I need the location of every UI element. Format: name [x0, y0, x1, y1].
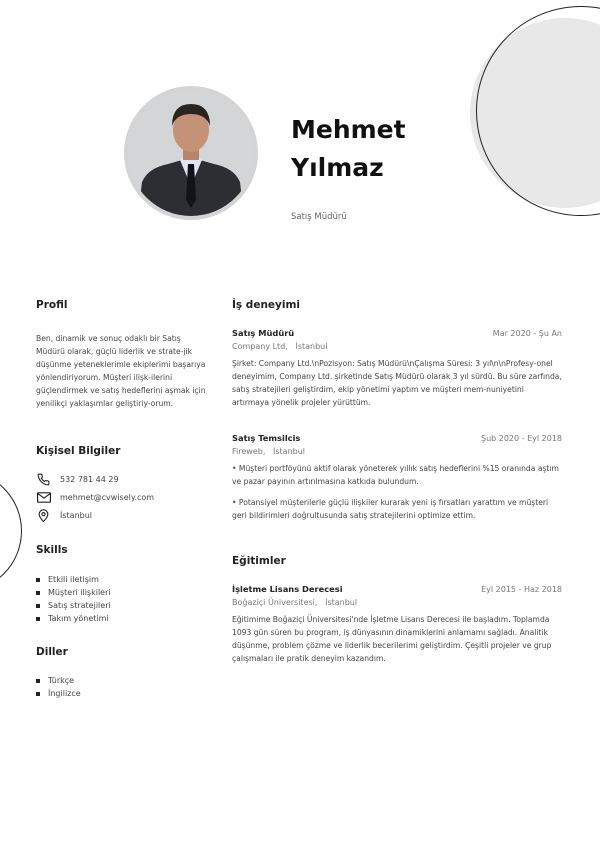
list-item: Türkçe	[36, 674, 81, 687]
education-school: Boğaziçi Üniversitesi,	[232, 598, 318, 607]
contact-phone	[36, 473, 119, 486]
job-position: Satış Müdürü	[232, 328, 295, 338]
languages-heading: Diller	[36, 646, 68, 658]
location: İstanbul	[60, 511, 93, 520]
list-item: Satış stratejileri	[36, 599, 111, 612]
first-name: Mehmet	[291, 115, 406, 144]
job-description: Şirket: Company Ltd.\nPozisyon: Satış Müdürü\nÇalışma Süresi: 3 yıl\n\nProfesy-onel deneyimim, Company Ltd. şirketinde Satış Müdürü olarak 3 yıl sürdü. Bu süre zarfında, satış stratejileri geliştirdim, ekip yönetimi yaptım ve müşteri mem-nuniyetini artırmaya yönelik projeler yürüttüm.	[232, 359, 562, 407]
last-name: Yılmaz	[291, 153, 384, 182]
contact-email	[36, 491, 154, 504]
job-entry	[232, 328, 562, 409]
list-item: Takım yönetimi	[36, 612, 111, 625]
education-entry	[232, 584, 562, 665]
location-pin-icon	[36, 509, 51, 522]
profile-heading: Profil	[36, 299, 68, 311]
job-company: Company Ltd,	[232, 342, 288, 351]
decorative-left-arc	[0, 470, 22, 592]
personal-info-heading: Kişisel Bilgiler	[36, 445, 121, 457]
decorative-circle-outline	[476, 6, 600, 216]
phone-icon	[36, 473, 51, 486]
phone-number: 532 781 44 29	[60, 475, 119, 484]
job-company: Fireweb,	[232, 447, 266, 456]
education-dates: Eyl 2015 - Haz 2018	[481, 585, 562, 594]
profile-photo	[128, 90, 254, 216]
job-title: Satış Müdürü	[291, 212, 347, 222]
contact-location	[36, 509, 92, 522]
profile-text: Ben, dinamik ve sonuç odaklı bir Satış Müdürü olarak, güçlü liderlik ve strate-jik düşünme yeteneklerimle ekiplerimi başarıya yönlendiriyorum. Müşteri ilişk-ilerini güçlendirmek ve satış hedeflerini aşmak için yenilikçi yaklaşımlar geliştiriy-orum.	[36, 334, 206, 408]
experience-heading: İş deneyimi	[232, 299, 301, 311]
skills-list	[36, 573, 111, 625]
job-dates: Şub 2020 - Eyl 2018	[480, 434, 562, 443]
skills-heading: Skills	[36, 544, 68, 556]
job-company-line	[232, 447, 562, 456]
job-city: İstanbul	[295, 342, 328, 351]
job-entry	[232, 433, 562, 522]
list-item: Etkili iletişim	[36, 573, 111, 586]
education-school-line	[232, 598, 562, 607]
education-description: Eğitimime Boğaziçi Üniversitesi'nde İşletme Lisans Derecesi ile başladım. Toplamda 1093 gün süren bu program, iş dünyasının dinamiklerini anlamamı sağladı. Analitik düşünme, problem çözme ve liderlik becerilerimi geliştirdim. Çeşitli projeler ve grup çalışmaları ile pratik deneyim kazandım.	[232, 615, 552, 663]
job-dates: Mar 2020 - Şu An	[492, 329, 562, 338]
education-heading: Eğitimler	[232, 555, 286, 567]
full-name	[291, 111, 406, 187]
envelope-icon	[36, 491, 51, 504]
list-item: İngilizce	[36, 687, 81, 700]
job-description: • Müşteri portföyünü aktif olarak yöneterek yıllık satış hedeflerini %15 oranında aştım ve pazar payının artırılmasına katkıda bulundum. • Potansiyel müşterilerle güçlü ilişkiler kurarak yeni iş fırsatları yarattım ve müşteri geri bildirimleri doğrultusunda satış stratejilerini optimize ettim.	[232, 464, 559, 520]
email-address: mehmet@cvwisely.com	[60, 493, 155, 502]
job-city: İstanbul	[273, 447, 306, 456]
job-position: Satış Temsilcis	[232, 433, 301, 443]
education-city: İstanbul	[325, 598, 358, 607]
list-item: Müşteri ilişkileri	[36, 586, 111, 599]
job-company-line	[232, 342, 562, 351]
education-degree: İşletme Lisans Derecesi	[232, 584, 343, 594]
languages-list	[36, 674, 81, 700]
